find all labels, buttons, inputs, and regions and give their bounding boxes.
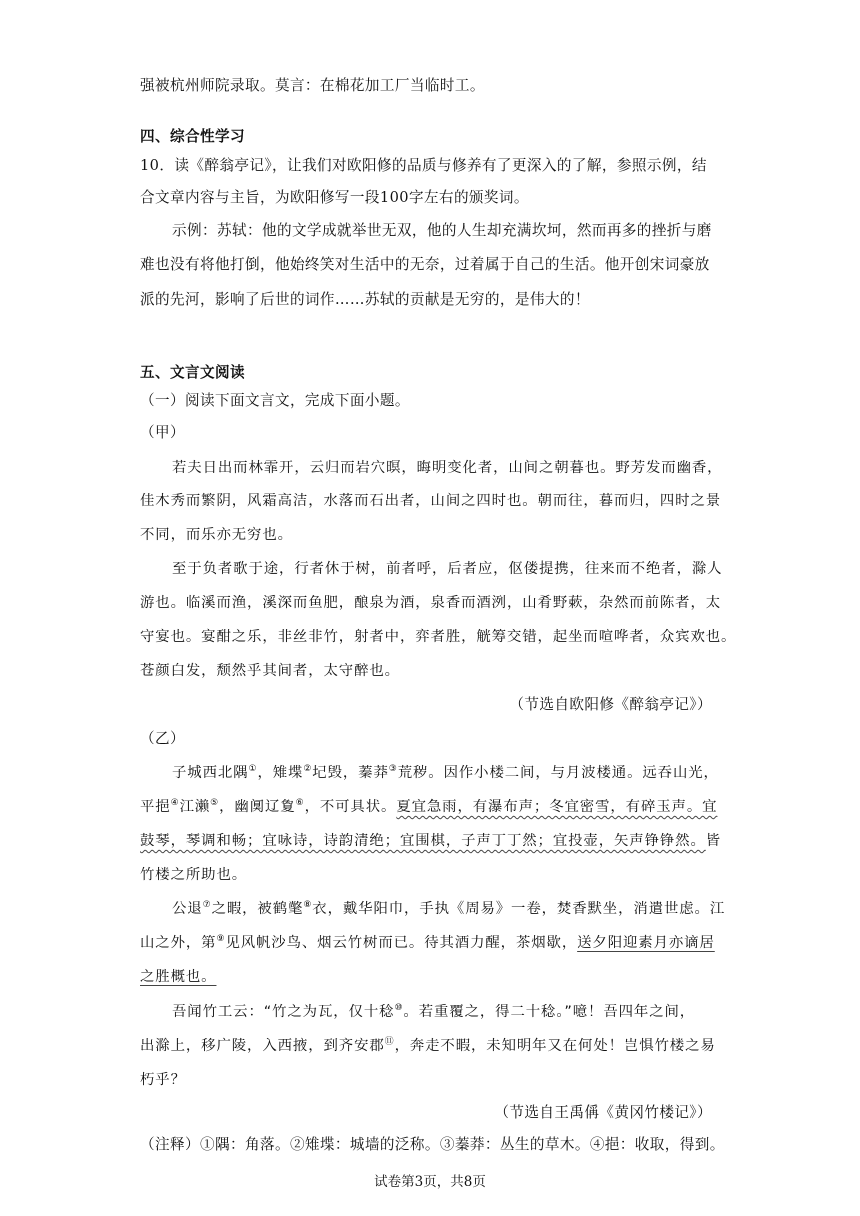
passage-line: 出滁上，移广陵，入西掖，到齐安郡⑪，奔走不暇，未知明年又在何处！岂惧竹楼之易 (140, 1037, 716, 1054)
section-heading: 五、文言文阅读 (140, 364, 245, 381)
passage-label: （乙） (140, 730, 185, 747)
example-line: 派的先河，影响了后世的词作……苏轼的贡献是无穷的，是伟大的！ (140, 291, 590, 308)
passage-line: 不同，而乐亦无穷也。 (140, 527, 293, 543)
example-line: 示例：苏轼：他的文学成就举世无双，他的人生却充满坎坷，然而再多的挫折与磨 (172, 222, 712, 239)
question-line: 合文章内容与主旨，为欧阳修写一段100字左右的颁奖词。 (140, 189, 529, 206)
source-citation: （节选自欧阳修《醉翁亭记》） (509, 696, 712, 713)
passage-line: 山之外，第⑨见风帆沙鸟、烟云竹树而已。待其酒力醒，茶烟歇，送夕阳迎素月亦谪居 (140, 934, 715, 951)
passage-line: 至于负者歌于途，行者休于树，前者呼，后者应，伛偻提携，往来而不绝者，滁人 (172, 561, 723, 577)
passage-line: 子城西北隅①，雉堞②圮毁，蓁莽③荒秽。因作小楼二间，与月波楼通。远吞山光， (172, 764, 719, 781)
underlined-text: 送夕阳迎素月亦谪居 (577, 935, 715, 951)
passage-line: 守宴也。宴酣之乐，非丝非竹，射者中，弈者胜，觥筹交错，起坐而喧哗者，众宾欢也。 (140, 629, 737, 645)
passage-label: （甲） (140, 424, 185, 441)
annotation-line: （注释）①隅：角落。②雉堞：城墙的泛称。③蓁莽：丛生的草木。④挹：收取，得到。 (140, 1136, 725, 1153)
underlined-text: 之胜概也。 (140, 969, 217, 985)
passage-line: 竹楼之所助也。 (140, 867, 248, 883)
passage-line: 佳木秀而繁阴，风霜高洁，水落而石出者，山间之四时也。朝而往，暮而归，四时之景 (140, 493, 722, 509)
source-citation: （节选自王禹偁《黄冈竹楼记》） (494, 1104, 712, 1121)
text-line: 强被杭州师院录取。莫言：在棉花加工厂当临时工。 (140, 77, 485, 94)
passage-line: 平挹④江濑⑤，幽阒辽夐⑥，不可具状。夏宜急雨，有瀑布声；冬宜密雪，有碎玉声。宜 (140, 798, 718, 815)
passage-line: 若夫日出而林霏开，云归而岩穴暝，晦明变化者，山间之朝暮也。野芳发而幽香， (172, 460, 723, 476)
instruction-line: （一）阅读下面文言文，完成下面小题。 (140, 392, 410, 409)
passage-line (140, 965, 216, 986)
passage-line: 朽乎？ (140, 1072, 186, 1088)
wavy-underlined-text: 鼓琴，琴调和畅；宜咏诗，诗韵清绝；宜围棋，子声丁丁然；宜投壶，矢声铮铮然。 (140, 833, 706, 849)
passage-line: 苍颜白发，颓然乎其间者，太守醉也。 (140, 663, 400, 679)
section-heading: 四、综合性学习 (140, 128, 245, 145)
passage-line: 吾闻竹工云：“竹之为瓦，仅十稔⑩。若重覆之，得二十稔。”噫！吾四年之间， (172, 1003, 696, 1020)
wavy-underlined-text: 夏宜急雨，有瀑布声；冬宜密雪，有碎玉声。宜 (396, 799, 718, 815)
passage-line: 公退⑦之暇，被鹤氅⑧衣，戴华阳巾，手执《周易》一卷，焚香默坐，消遣世虑。江 (172, 900, 726, 917)
example-line: 难也没有将他打倒，他始终笑对生活中的无奈，过着属于自己的生活。他开创宋词豪放 (140, 256, 710, 273)
question-line: 10．读《醉翁亭记》，让我们对欧阳修的品质与修养有了更深入的了解，参照示例，结 (140, 157, 707, 174)
passage-line: 鼓琴，琴调和畅；宜咏诗，诗韵清绝；宜围棋，子声丁丁然；宜投壶，矢声铮铮然。皆 (140, 833, 722, 849)
page-footer: 试卷第3页，共8页 (374, 1174, 486, 1190)
passage-line: 游也。临溪而渔，溪深而鱼肥，酿泉为酒，泉香而酒洌，山肴野蔌，杂然而前陈者，太 (140, 595, 722, 611)
